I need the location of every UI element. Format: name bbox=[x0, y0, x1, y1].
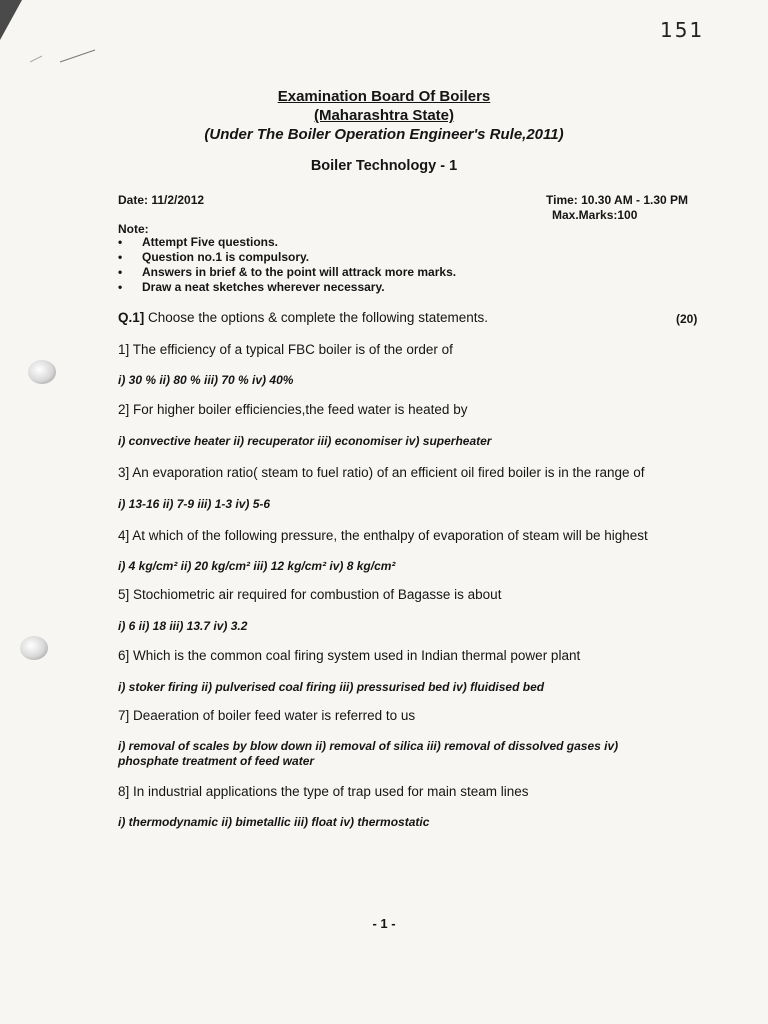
question-number: Q.1] bbox=[118, 310, 145, 325]
exam-time: Time: 10.30 AM - 1.30 PM bbox=[546, 193, 689, 207]
statement-3: 3] An evaporation ratio( steam to fuel ratio) of an efficient oil fired boiler is in the range of bbox=[118, 465, 645, 480]
statement-2: 2] For higher boiler efficiencies,the feed water is heated by bbox=[118, 402, 468, 417]
question-text: Choose the options & complete the following statements. bbox=[148, 310, 488, 325]
handwritten-page-mark: 151 bbox=[660, 18, 705, 42]
note-label: Note: bbox=[118, 222, 149, 236]
subject-title: Boiler Technology - 1 bbox=[310, 158, 458, 174]
statement-8-options: i) thermodynamic ii) bimetallic iii) float iv) thermostatic bbox=[118, 815, 430, 829]
statement-6-options: i) stoker firing ii) pulverised coal firing iii) pressurised bed iv) fluidised bed bbox=[118, 680, 545, 694]
state-name: (Maharashtra State) bbox=[313, 107, 455, 124]
instruction-item: • Question no.1 is compulsory. bbox=[118, 250, 456, 265]
exam-board-title: Examination Board Of Boilers bbox=[277, 88, 491, 105]
instructions-list bbox=[118, 235, 456, 295]
statement-1-options: i) 30 % ii) 80 % iii) 70 % iv) 40% bbox=[118, 373, 294, 387]
punch-hole-upper bbox=[28, 360, 56, 384]
max-marks: Max.Marks:100 bbox=[552, 208, 638, 222]
statement-7-options: i) removal of scales by blow down ii) removal of silica iii) removal of dissolved gases iv) bbox=[118, 739, 619, 753]
statement-7: 7] Deaeration of boiler feed water is referred to us bbox=[118, 708, 416, 723]
punch-hole-lower bbox=[20, 636, 48, 660]
page-number: - 1 - bbox=[372, 916, 396, 931]
rule-subtitle: (Under The Boiler Operation Engineer's Rule,2011) bbox=[204, 126, 564, 143]
statement-5-options: i) 6 ii) 18 iii) 13.7 iv) 3.2 bbox=[118, 619, 248, 633]
statement-1: 1] The efficiency of a typical FBC boiler is of the order of bbox=[118, 342, 453, 357]
statement-6: 6] Which is the common coal firing system used in Indian thermal power plant bbox=[118, 648, 581, 663]
question-1-heading bbox=[118, 310, 488, 325]
instruction-item: • Draw a neat sketches wherever necessary. bbox=[118, 280, 456, 295]
instruction-item: • Answers in brief & to the point will attrack more marks. bbox=[118, 265, 456, 280]
statement-2-options: i) convective heater ii) recuperator iii) economiser iv) superheater bbox=[118, 434, 492, 448]
statement-7-options-cont: phosphate treatment of feed water bbox=[118, 754, 315, 768]
statement-3-options: i) 13-16 ii) 7-9 iii) 1-3 iv) 5-6 bbox=[118, 497, 271, 511]
statement-4: 4] At which of the following pressure, the enthalpy of evaporation of steam will be highest bbox=[118, 528, 648, 543]
instruction-item: • Attempt Five questions. bbox=[118, 235, 456, 250]
exam-date: Date: 11/2/2012 bbox=[118, 193, 205, 207]
statement-8: 8] In industrial applications the type of trap used for main steam lines bbox=[118, 784, 529, 799]
statement-4-options: i) 4 kg/cm² ii) 20 kg/cm² iii) 12 kg/cm² iv) 8 kg/cm² bbox=[118, 559, 396, 573]
scan-corner-fold bbox=[0, 0, 120, 90]
statement-5: 5] Stochiometric air required for combustion of Bagasse is about bbox=[118, 587, 502, 602]
question-marks: (20) bbox=[676, 312, 698, 326]
